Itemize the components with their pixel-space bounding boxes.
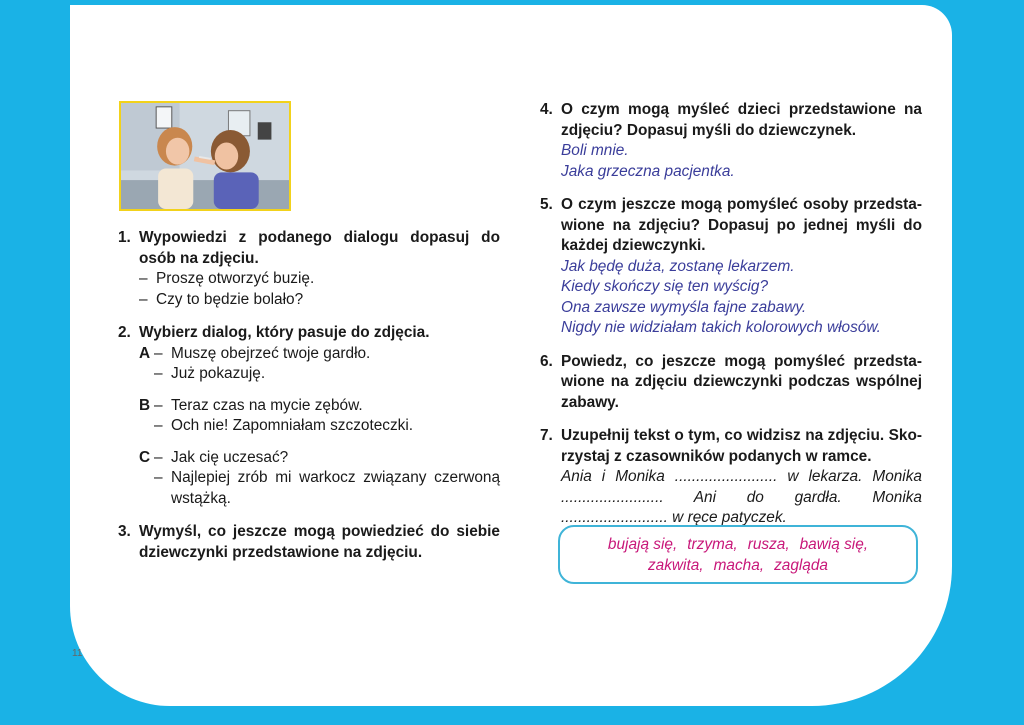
task-question: O czym mogą myśleć dzieci przedstawione na zdjęciu? Dopasuj myśli do dziewczynek. [561, 101, 922, 139]
dialog-option-a [118, 344, 500, 385]
word-box-row [560, 534, 916, 555]
dash: – [139, 270, 148, 287]
thought-item: Jak będę duża, zostanę lekarzem. [561, 257, 795, 275]
task-6 [540, 352, 922, 414]
dash: – [154, 469, 163, 486]
option-letter: C [139, 448, 151, 466]
task-question: Uzupełnij tekst o tym, co widzisz na zdjęciu. Skorzystaj z czasowników podanych w ramce. [561, 427, 922, 465]
task-number: 6. [540, 352, 553, 370]
dialog-line: Najlepiej zrób mi warkocz związany czerwoną wstążką. [171, 469, 500, 507]
task-question: Wymyśl, co jeszcze mogą powiedzieć do siebie dziewczynki przedstawione na zdjęciu. [139, 523, 500, 561]
option-letter: A [139, 344, 151, 362]
task-number: 5. [540, 196, 553, 213]
task-2 [118, 323, 500, 509]
word-box-row [560, 555, 916, 576]
task-4 [540, 100, 922, 182]
dash: – [154, 365, 163, 382]
task-question: Wybierz dialog, który pasuje do zdjęcia. [139, 324, 430, 341]
dialog-line: Jak cię uczesać? [171, 448, 289, 466]
word-item: rusza, [747, 536, 790, 553]
thought-item: Ona zawsze wymyśla fajne zabawy. [561, 298, 807, 316]
task-number: 4. [540, 101, 553, 118]
dialog-line: Muszę obejrzeć twoje gardło. [171, 344, 371, 362]
option-letter: B [139, 396, 151, 414]
dialog-line: Teraz czas na mycie zębów. [171, 396, 363, 414]
task-1 [118, 228, 500, 310]
word-item: zakwita, [647, 557, 704, 574]
task-question: O czym jeszcze mogą pomyśleć osoby przedstawione na zdjęciu? Dopasuj po jednej myśli do każdej dziewczynki. [561, 196, 922, 254]
task-number: 3. [118, 523, 131, 540]
dialog-option-c [118, 448, 500, 510]
dash: – [139, 290, 148, 308]
word-item: zagląda [774, 557, 828, 574]
thought-item: Jaka grzeczna pacjentka. [561, 162, 735, 180]
thought-item: Nigdy nie widziałam takich kolorowych włosów. [561, 319, 881, 336]
dialog-line: Czy to będzie bolało? [156, 290, 304, 308]
dash: – [154, 344, 163, 362]
word-item: macha, [713, 557, 765, 574]
word-item: bujają się, [607, 536, 678, 553]
photo-image [121, 103, 289, 209]
task-7 [540, 426, 922, 529]
task-number: 1. [118, 229, 131, 246]
dialog-line: Już pokazuję. [171, 365, 266, 382]
word-box [558, 525, 918, 584]
page-number: 11 [72, 648, 83, 659]
dialog-line: Proszę otworzyć buzię. [156, 270, 315, 287]
task-3 [118, 522, 500, 563]
word-item: bawią się, [799, 536, 869, 553]
task-number: 7. [540, 427, 553, 444]
right-column [540, 100, 922, 542]
task-question: Wypowiedzi z podanego dialogu dopasuj do osób na zdjęciu. [139, 229, 500, 267]
dialog-option-b [118, 396, 500, 437]
dash: – [154, 396, 163, 414]
task-5 [540, 195, 922, 339]
thought-item: Kiedy skończy się ten wyścig? [561, 278, 769, 295]
dash: – [154, 417, 163, 434]
photo-girls-playing-doctor [119, 101, 291, 211]
left-column [118, 228, 500, 576]
task-number: 2. [118, 324, 131, 341]
fill-in-text: Ania i Monika ........................ w lekarza. Monika ........................ Ani do gardła. Monika ......................... w ręce patyczek. [561, 468, 922, 526]
word-item: trzyma, [687, 536, 738, 553]
dialog-line: Och nie! Zapomniałam szczoteczki. [171, 417, 414, 434]
thought-item: Boli mnie. [561, 142, 629, 159]
dash: – [154, 448, 163, 466]
task-question: Powiedz, co jeszcze mogą pomyśleć przedstawione na zdjęciu dziewczynki podczas wspólnej zabawy. [561, 352, 922, 411]
